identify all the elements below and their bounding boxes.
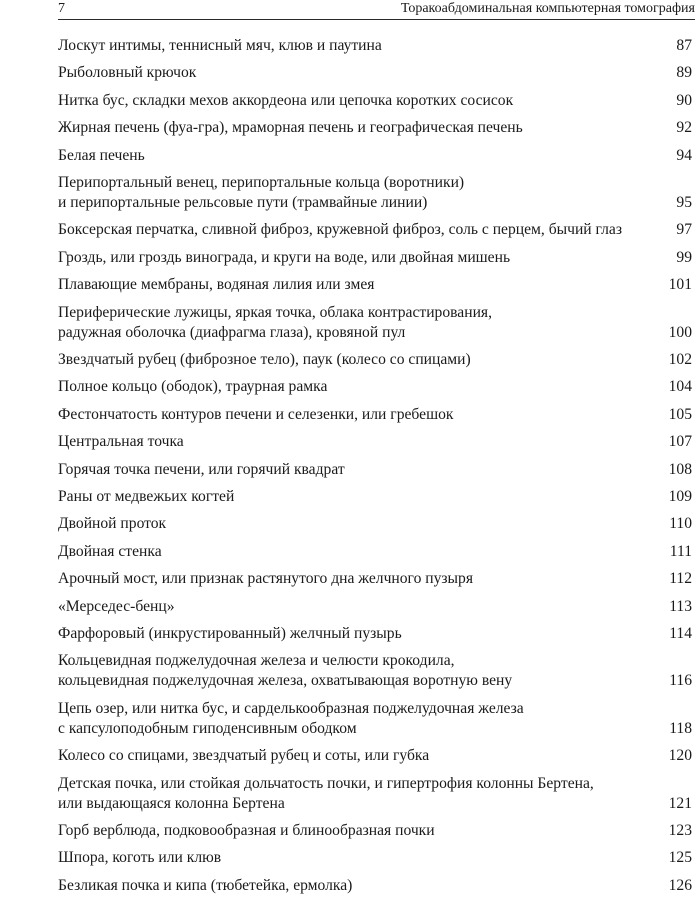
- toc-entry-title: [58, 275, 374, 295]
- toc-entry-page-number: 123: [668, 822, 692, 839]
- toc-entry-title-line: Горячая точка печени, или горячий квадрат: [58, 460, 345, 478]
- toc-entry-title: [58, 597, 175, 617]
- toc-entry[interactable]: [58, 405, 692, 425]
- toc-entry-page-number: 108: [668, 460, 692, 478]
- toc-entry-page-number: 87: [676, 37, 692, 54]
- toc-entry-page-number: 97: [676, 221, 692, 239]
- toc-entry-title-line: Колесо со спицами, звездчатый рубец и соты, или губка: [58, 747, 430, 765]
- toc-entry[interactable]: [58, 569, 692, 589]
- toc-entry[interactable]: [58, 248, 692, 268]
- toc-entry-title-line: или выдающаяся колонна Бертена: [58, 794, 285, 812]
- toc-entry-page-number: 112: [669, 570, 692, 588]
- toc-entry-title-line: Звездчатый рубец (фиброзное тело), паук (колесо со спицами): [58, 351, 471, 368]
- toc-entry-page-number: 114: [669, 625, 692, 642]
- toc-entry-page-number: 105: [668, 405, 692, 423]
- toc-entry-title-line: Гроздь, или гроздь винограда, и круги на воде, или двойная мишень: [58, 248, 511, 266]
- toc-entry-page-number: 109: [668, 488, 692, 505]
- toc-entry-title-line: Рыболовный крючок: [58, 64, 197, 82]
- toc-entry-title-line: Перипортальный венец, перипортальные кольца (воротники): [58, 174, 465, 191]
- toc-entry-page-number: 126: [668, 876, 692, 894]
- toc-entry-title: [58, 405, 453, 425]
- toc-entry-page-number: 89: [676, 64, 692, 82]
- toc-entry-title: [58, 821, 435, 841]
- toc-entry-title: [58, 514, 166, 534]
- toc-entry-title-line: Шпора, коготь или клюв: [58, 849, 222, 867]
- toc-entry-title-line: кольцевидная поджелудочная железа, охватывающая воротную вену: [58, 672, 513, 690]
- toc-entry-title-line: Раны от медвежьих когтей: [58, 488, 235, 505]
- toc-entry-title: [58, 146, 145, 166]
- header-running-title: Торакоабдоминальная компьютерная томография: [400, 1, 695, 16]
- toc-entry[interactable]: [58, 487, 692, 507]
- toc-entry-title: [58, 350, 471, 370]
- toc-entry[interactable]: [58, 91, 692, 111]
- toc-entry[interactable]: [58, 542, 692, 562]
- toc-entry[interactable]: [58, 432, 692, 452]
- toc-entry[interactable]: [58, 699, 692, 739]
- toc-entry-title-line: Жирная печень (фуа-гра), мраморная печень и географическая печень: [58, 119, 523, 137]
- toc-entry-page-number: 107: [668, 433, 692, 451]
- toc-entry-title: [58, 542, 162, 562]
- toc-entry-title-line: Цепь озер, или нитка бус, и сарделькообразная поджелудочная железа: [58, 699, 524, 717]
- toc-entry-page-number: 110: [669, 515, 692, 533]
- toc-entry-page-number: 125: [668, 849, 692, 867]
- toc-entry-title: [58, 699, 524, 739]
- toc-entry[interactable]: [58, 350, 692, 370]
- toc-entry-title-line: Периферические лужицы, яркая точка, облака контрастирования,: [58, 303, 492, 321]
- toc-entry-title: [58, 432, 184, 452]
- toc-entry[interactable]: [58, 36, 692, 56]
- toc-entry-title-line: Двойная стенка: [58, 542, 162, 560]
- toc-entry[interactable]: [58, 63, 692, 83]
- toc-entry[interactable]: [58, 220, 692, 240]
- toc-entry-title-line: Фарфоровый (инкрустированный) желчный пузырь: [58, 625, 402, 642]
- toc-entry-title-line: Лоскут интимы, теннисный мяч, клюв и паутина: [58, 37, 382, 54]
- toc-entry-title: [58, 303, 492, 343]
- toc-entry-title-line: Фестончатость контуров печени и селезенки, или гребешок: [58, 405, 454, 423]
- toc-entry[interactable]: [58, 774, 692, 814]
- toc-entry[interactable]: [58, 275, 692, 295]
- toc-entry-title-line: радужная оболочка (диафрагма глаза), кровяной пул: [58, 323, 406, 341]
- toc-entry-title: [58, 63, 196, 83]
- toc-entry-title: [58, 460, 345, 480]
- toc-entry-title: [58, 876, 352, 896]
- toc-entry-title: [58, 848, 221, 868]
- toc-entry[interactable]: [58, 624, 692, 644]
- toc-entry-title-line: Детская почка, или стойкая дольчатость почки, и гипертрофия колонны Бертена,: [58, 774, 594, 792]
- toc-entry-title: [58, 91, 513, 111]
- toc-entry[interactable]: [58, 460, 692, 480]
- toc-entry-title-line: Нитка бус, складки мехов аккордеона или цепочка коротких сосисок: [58, 91, 514, 109]
- toc-entry[interactable]: [58, 597, 692, 617]
- toc-entry-page-number: 99: [676, 248, 692, 266]
- toc-entry-page-number: 92: [676, 119, 692, 137]
- toc-entry-title-line: Центральная точка: [58, 433, 184, 451]
- toc-entry-title: [58, 36, 382, 56]
- toc-entry[interactable]: [58, 377, 692, 397]
- toc-entry-title: [58, 624, 402, 644]
- toc-entry[interactable]: [58, 173, 692, 213]
- toc-entry-page-number: 116: [669, 672, 692, 690]
- toc-entry-page-number: 90: [676, 91, 692, 109]
- toc-entry-title: [58, 651, 512, 691]
- running-header: [58, 0, 695, 20]
- toc-entry-title: [58, 774, 594, 814]
- toc-entry[interactable]: [58, 514, 692, 534]
- toc-entry-title-line: Горб верблюда, подковообразная и блинообразная почки: [58, 822, 435, 839]
- toc-entry-title-line: Плавающие мембраны, водяная лилия или змея: [58, 276, 375, 294]
- toc-entry-page-number: 101: [668, 276, 692, 294]
- toc-entry-page-number: 120: [668, 747, 692, 765]
- toc-entry-title: [58, 248, 510, 268]
- toc-entry-page-number: 121: [668, 794, 692, 812]
- toc-entry-page-number: 95: [676, 194, 692, 211]
- toc-entry-page-number: 113: [669, 597, 692, 615]
- toc-entry[interactable]: [58, 303, 692, 343]
- toc-entry[interactable]: [58, 118, 692, 138]
- toc-entry-title: [58, 173, 464, 213]
- toc-entry[interactable]: [58, 876, 692, 896]
- toc-entry[interactable]: [58, 821, 692, 841]
- toc-entry[interactable]: [58, 848, 692, 868]
- toc-entry-page-number: 104: [668, 378, 692, 396]
- toc-entry-page-number: 118: [669, 719, 692, 737]
- toc-entry-title: [58, 746, 429, 766]
- toc-entry-title: [58, 377, 327, 397]
- toc-entry-title: [58, 569, 473, 589]
- toc-entry[interactable]: [58, 146, 692, 166]
- toc-entry-page-number: 100: [668, 323, 692, 341]
- toc-entry-title-line: «Мерседес-бенц»: [58, 597, 175, 615]
- toc-entry-title: [58, 487, 234, 507]
- toc-entry-title-line: с капсулоподобным гиподенсивным ободком: [58, 719, 357, 737]
- toc-entry-page-number: 102: [668, 351, 692, 368]
- header-page-number: 7: [58, 1, 65, 16]
- toc-entry-title-line: и перипортальные рельсовые пути (трамвайные линии): [58, 194, 428, 211]
- toc-entry[interactable]: [58, 651, 692, 691]
- toc-entry-title-line: Арочный мост, или признак растянутого дна желчного пузыря: [58, 570, 474, 588]
- toc-entry-title-line: Боксерская перчатка, сливной фиброз, кружевной фиброз, соль с перцем, бычий глаз: [58, 221, 623, 239]
- toc-entry-title-line: Полное кольцо (ободок), траурная рамка: [58, 378, 328, 396]
- toc-entry-title-line: Двойной проток: [58, 515, 167, 533]
- toc-entry-title: [58, 220, 622, 240]
- toc-entry-page-number: 94: [676, 146, 692, 164]
- toc-entry-page-number: 111: [669, 542, 692, 560]
- toc-entry-title-line: Безликая почка и кипа (тюбетейка, ермолка): [58, 876, 353, 894]
- toc-entry[interactable]: [58, 746, 692, 766]
- toc-entry-title-line: Кольцевидная поджелудочная железа и челюсти крокодила,: [58, 652, 455, 670]
- toc-entry-title: [58, 118, 523, 138]
- toc-entry-title-line: Белая печень: [58, 146, 145, 164]
